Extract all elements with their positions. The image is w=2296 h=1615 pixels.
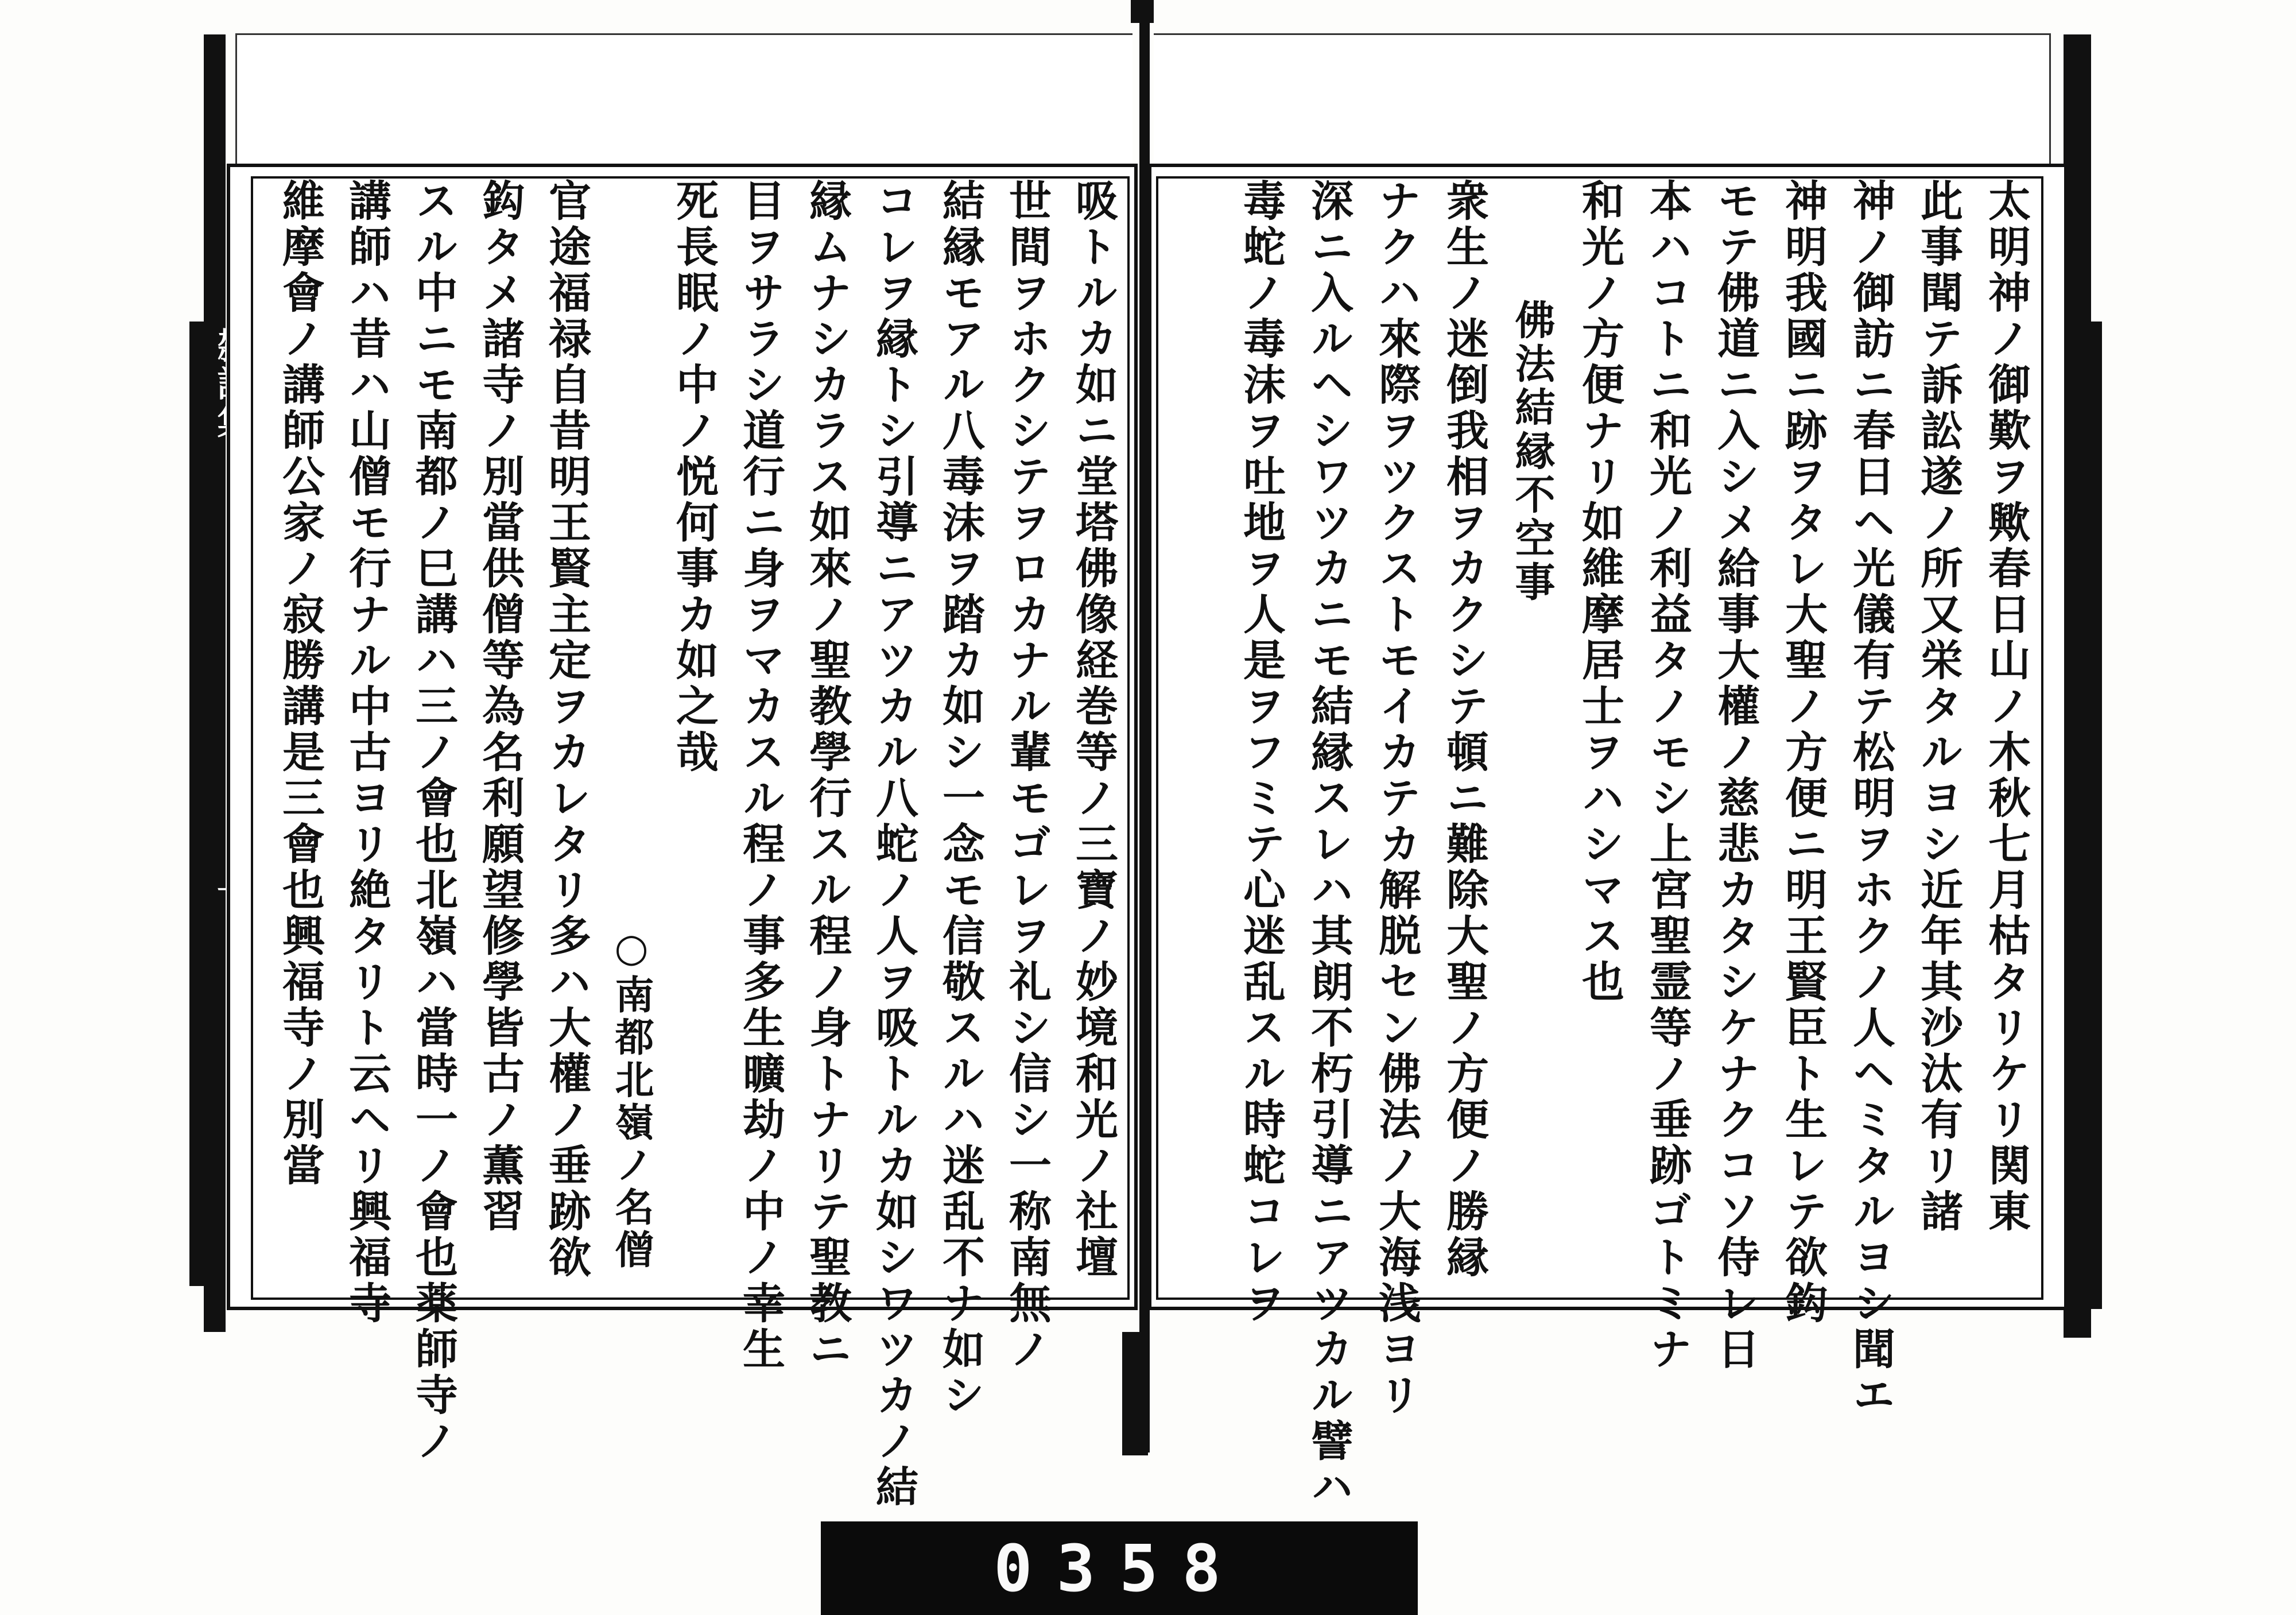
- text-column: 本ハコトニ和光ノ利益タノモシ上宮聖霊等ノ垂跡ゴトミナ: [1643, 179, 1692, 1373]
- text-column: 維摩會ノ講師公家ノ寂勝講是三會也興福寺ノ別當: [276, 179, 325, 1189]
- text-column: 太明神ノ御歎ヲ歟春日山ノ木秋七月枯タリケリ関東: [1981, 179, 2031, 1235]
- left-page-edge: [204, 34, 226, 1332]
- right-page-top-margin: [1154, 33, 2051, 164]
- text-column: 官途福禄自昔明王賢主定ヲカレタリ多ハ大權ノ垂跡欲: [542, 179, 591, 1281]
- stamp-number: 0358: [994, 1532, 1245, 1606]
- left-page: [227, 164, 1138, 1511]
- right-page: [1148, 164, 2068, 1511]
- right-page-text-frame: [1156, 176, 2043, 1511]
- text-column: 此事聞テ訴訟遂ノ所又栄タルヨシ近年其沙汰有リ諸: [1914, 179, 1963, 1235]
- text-column: 鈎タメ諸寺ノ別當供僧等為名利願望修學皆古ノ薫習: [475, 179, 525, 1235]
- text-column: 和光ノ方便ナリ如維摩居士ヲハシマス也: [1575, 179, 1624, 1005]
- text-column: 目ヲサラシ道行ニ身ヲマカスル程ノ事多生曠劫ノ中ノ幸生: [736, 179, 785, 1373]
- binding-spine-foot: [1122, 1332, 1148, 1455]
- text-column: 縁ムナシカラス如來ノ聖教學行スル程ノ身トナリテ聖教ニ: [802, 179, 852, 1373]
- text-column: スル中ニモ南都ノ巳講ハ三ノ會也北嶺ハ當時一ノ會也薬師寺ノ: [409, 179, 458, 1465]
- text-column: 講師ハ昔ハ山僧モ行ナル中古ヨリ絶タリト云ヘリ興福寺: [342, 179, 391, 1327]
- section-heading: 佛法結縁不空事: [1508, 299, 1556, 605]
- text-column: 衆生ノ迷倒我相ヲカクシテ頓ニ難除大聖ノ方便ノ勝縁: [1440, 179, 1489, 1281]
- right-page-edge: [2064, 34, 2091, 1338]
- text-column: 神明我國ニ跡ヲタレ大聖ノ方便ニ明王賢臣ト生レテ欲鈎: [1778, 179, 1828, 1327]
- text-column: コレヲ縁トシ引導ニアツカル八蛇ノ人ヲ吸トルカ如シワツカノ結: [869, 179, 918, 1511]
- text-column: 吸トルカ如ニ堂塔佛像経巻等ノ三寶ノ妙境和光ノ社壇: [1069, 179, 1118, 1281]
- left-page-edge-shadow: [189, 322, 204, 1286]
- archive-number-stamp: [821, 1521, 1418, 1615]
- right-page-text: [1158, 179, 2041, 1511]
- left-page-text: [253, 179, 1127, 1511]
- text-column: 毒蛇ノ毒沫ヲ吐地ヲ人是ヲフミテ心迷乱スル時蛇コレヲ: [1236, 179, 1286, 1327]
- text-column: 結縁モアル八毒沫ヲ踏カ如シ一念モ信敬スルハ迷乱不ナ如シ: [936, 179, 985, 1419]
- right-page-edge-shadow: [2089, 322, 2102, 1309]
- section-heading: ○南都北嶺ノ名僧: [608, 925, 654, 1272]
- left-page-top-margin: [235, 33, 1133, 164]
- text-column: 世間ヲホクシテヲロカナル輩モゴレヲ礼シ信シ一称南無ノ: [1002, 179, 1052, 1373]
- text-column: モテ佛道ニ入シメ給事大權ノ慈悲カタシケナクコソ侍レ日: [1711, 179, 1760, 1373]
- binding-spine-top: [1131, 0, 1154, 23]
- left-page-text-frame: [251, 176, 1130, 1511]
- text-column: 死長眠ノ中ノ悦何事カ如之哉: [669, 179, 719, 776]
- text-column: 深ニ入ルヘシワツカニモ結縁スレハ其朗不朽引導ニアツカル譬ハ: [1304, 179, 1353, 1511]
- text-column: 神ノ御訪ニ春日ヘ光儀有テ松明ヲホクノ人ヘミタルヨシ聞エ: [1846, 179, 1895, 1419]
- text-column: ナクハ來際ヲツクストモイカテカ解脱セン佛法ノ大海浅ヨリ: [1372, 179, 1421, 1419]
